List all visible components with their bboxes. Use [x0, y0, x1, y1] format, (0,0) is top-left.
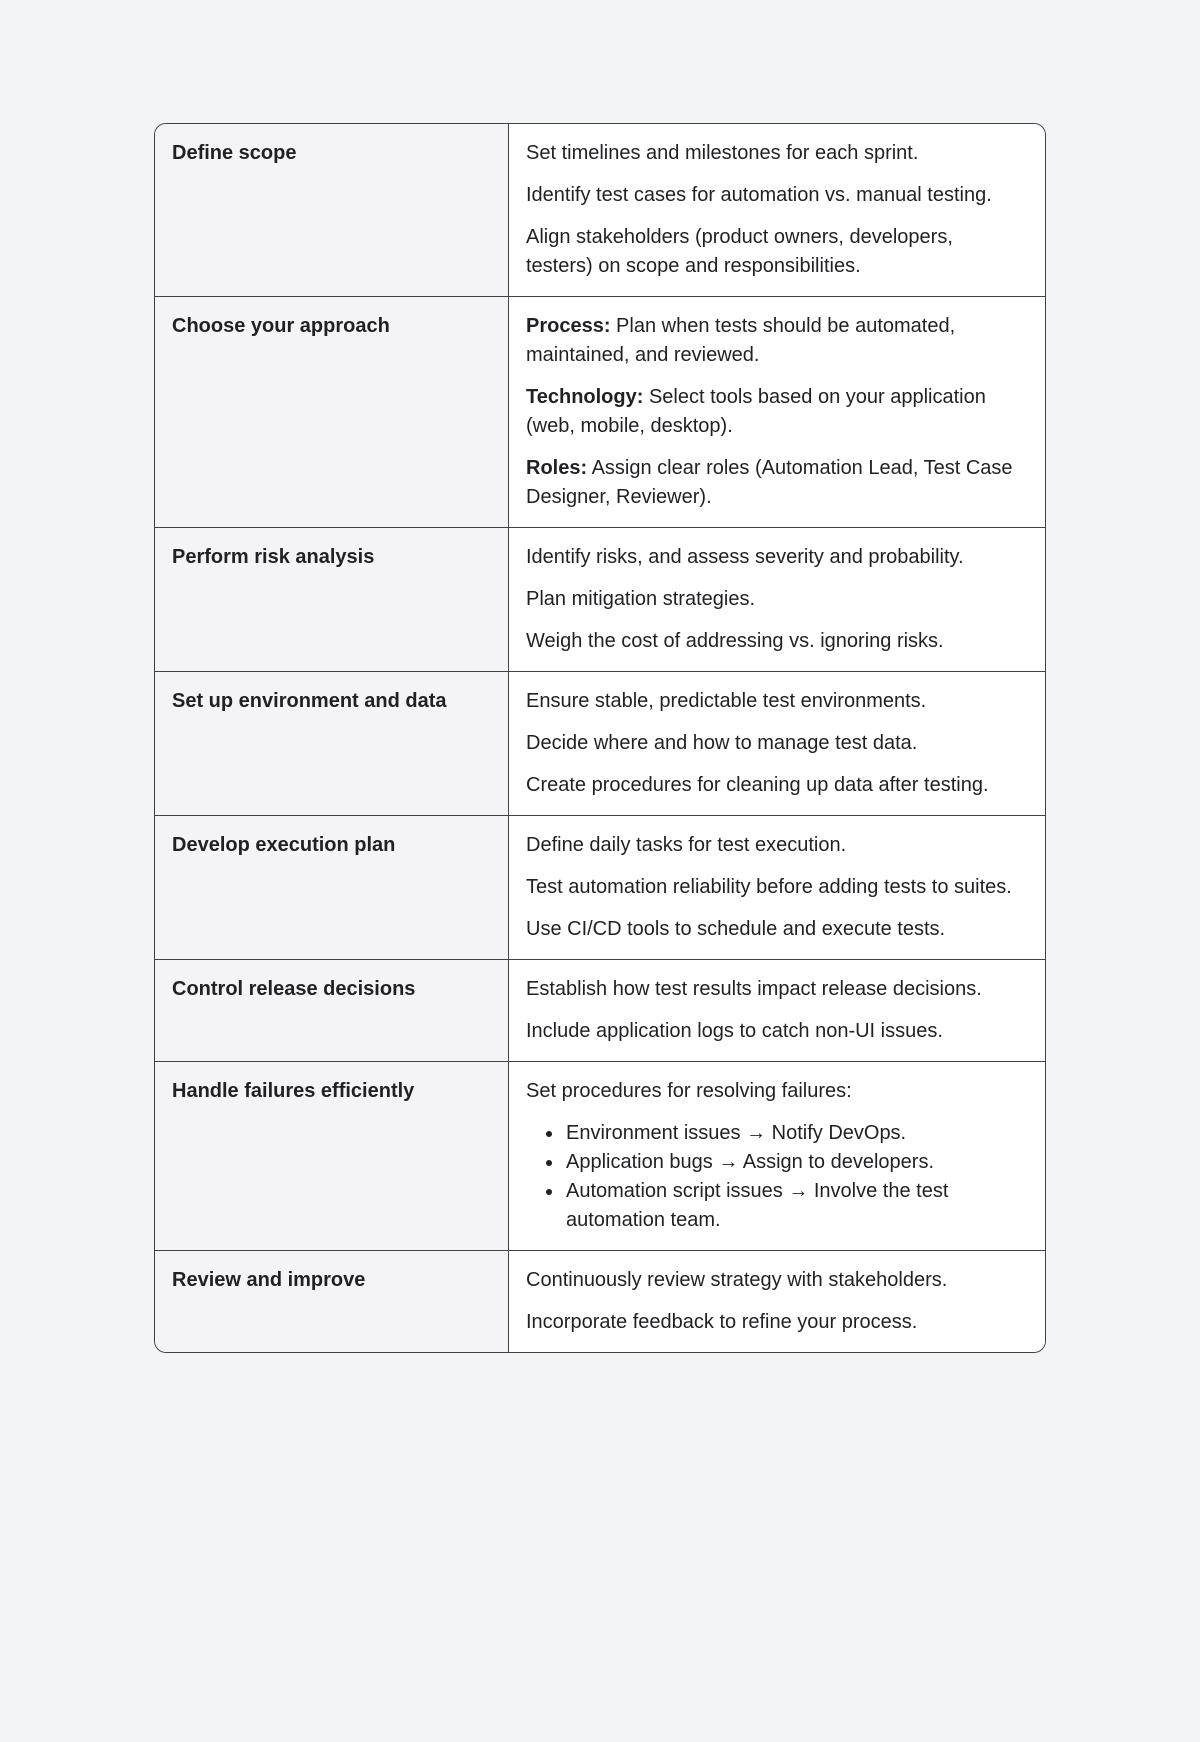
bullet-item: • Environment issues → Notify DevOps.: [564, 1119, 1025, 1148]
cell-paragraph: Weigh the cost of addressing vs. ignoring risks.: [526, 630, 944, 652]
bullet-list: [526, 1119, 1025, 1235]
table-row: [155, 296, 1045, 527]
paragraph-bold-prefix: Roles:: [526, 457, 588, 479]
cell-paragraph: Ensure stable, predictable test environments.: [526, 690, 927, 712]
row-body-cell: [509, 1251, 1045, 1352]
row-title: Review and improve: [155, 1251, 509, 1352]
cell-paragraph: Decide where and how to manage test data.: [526, 732, 918, 754]
table-row: [155, 671, 1045, 815]
test-strategy-table: [154, 123, 1046, 1353]
cell-paragraph: Create procedures for cleaning up data after testing.: [526, 774, 989, 796]
cell-paragraph: Identify risks, and assess severity and probability.: [526, 546, 964, 568]
table-row: [155, 959, 1045, 1061]
cell-paragraph: Continuously review strategy with stakeholders.: [526, 1269, 948, 1291]
cell-paragraph: Incorporate feedback to refine your process.: [526, 1311, 918, 1333]
row-title: Define scope: [155, 124, 509, 296]
paragraph-bold-prefix: Technology:: [526, 386, 644, 408]
paragraph-text: Plan when tests should be automated, maintained, and reviewed.: [526, 315, 956, 366]
cell-paragraph: Set timelines and milestones for each sprint.: [526, 142, 919, 164]
cell-paragraph: [526, 312, 1025, 370]
table-row: [155, 1061, 1045, 1250]
table-row: [155, 527, 1045, 671]
row-body-cell: [509, 672, 1045, 815]
row-title: Control release decisions: [155, 960, 509, 1061]
row-title: Set up environment and data: [155, 672, 509, 815]
bullet-item: • Application bugs → Assign to developers.: [564, 1148, 1025, 1177]
row-body-cell: [509, 297, 1045, 527]
cell-paragraph: Plan mitigation strategies.: [526, 588, 756, 610]
cell-paragraph: Use CI/CD tools to schedule and execute tests.: [526, 918, 946, 940]
row-body-cell: [509, 960, 1045, 1061]
table-row: [155, 1250, 1045, 1352]
row-body-cell: [509, 1062, 1045, 1250]
table-row: [155, 124, 1045, 296]
paragraph-bold-prefix: Process:: [526, 315, 611, 337]
row-title: Choose your approach: [155, 297, 509, 527]
row-title: Perform risk analysis: [155, 528, 509, 671]
cell-paragraph: [526, 383, 1025, 441]
cell-paragraph: Set procedures for resolving failures:: [526, 1080, 852, 1102]
cell-paragraph: Define daily tasks for test execution.: [526, 834, 847, 856]
cell-paragraph: Establish how test results impact release decisions.: [526, 978, 982, 1000]
bullet-item: • Automation script issues → Involve the test automation team.: [564, 1177, 1025, 1235]
cell-paragraph: Test automation reliability before adding tests to suites.: [526, 876, 1012, 898]
row-title: Handle failures efficiently: [155, 1062, 509, 1250]
paragraph-text: Select tools based on your application (web, mobile, desktop).: [526, 386, 986, 437]
row-body-cell: [509, 528, 1045, 671]
cell-paragraph: [526, 454, 1025, 512]
row-body-cell: [509, 124, 1045, 296]
row-body-cell: [509, 816, 1045, 959]
table-row: [155, 815, 1045, 959]
paragraph-text: Assign clear roles (Automation Lead, Test Case Designer, Reviewer).: [526, 457, 1013, 508]
cell-paragraph: Include application logs to catch non-UI issues.: [526, 1020, 943, 1042]
cell-paragraph: Identify test cases for automation vs. manual testing.: [526, 184, 992, 206]
cell-paragraph: Align stakeholders (product owners, developers, testers) on scope and responsibilities.: [526, 226, 953, 277]
row-title: Develop execution plan: [155, 816, 509, 959]
